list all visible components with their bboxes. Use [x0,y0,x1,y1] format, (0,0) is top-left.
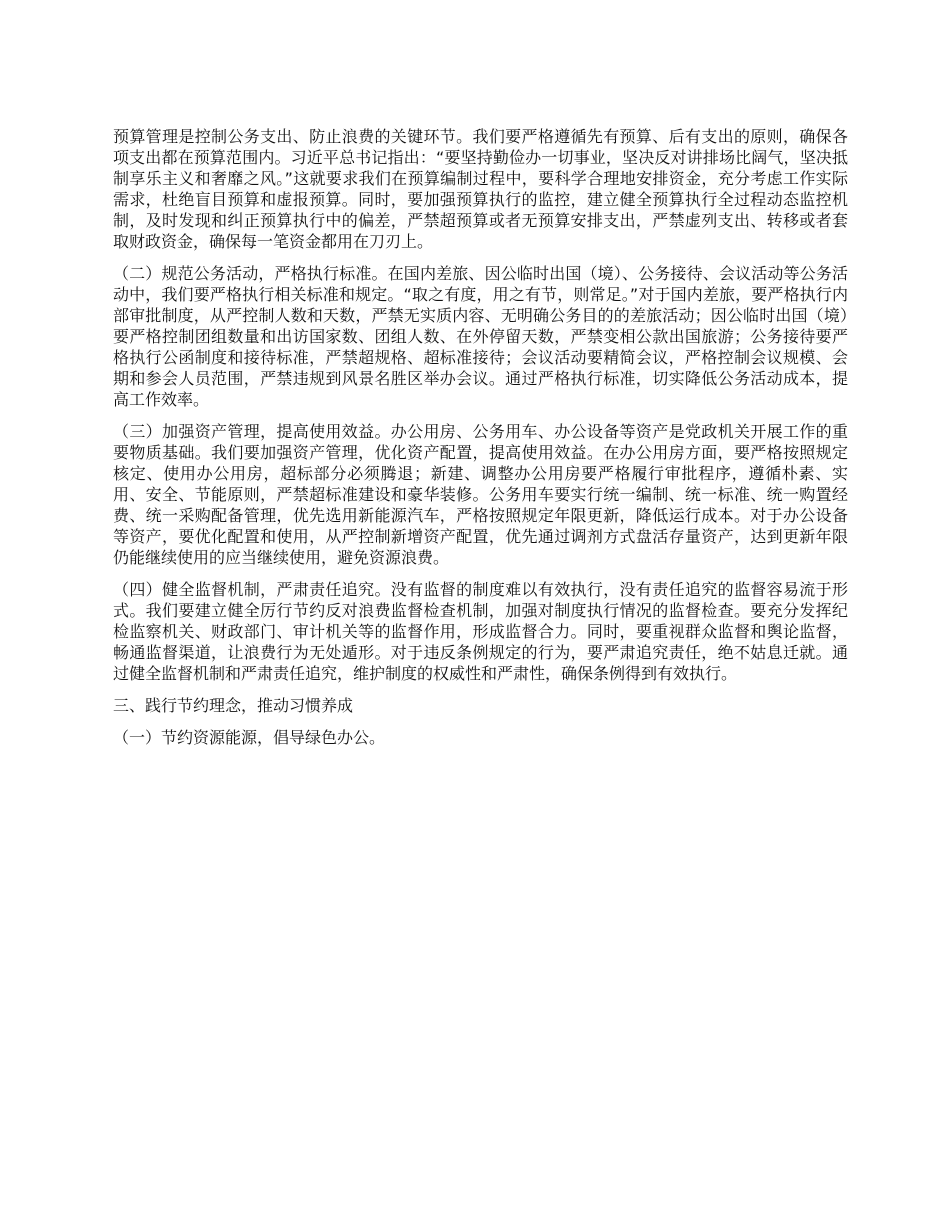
section-heading-three: 三、践行节约理念，推动习惯养成 [113,696,354,715]
paragraph-official-activities: （二）规范公务活动，严格执行标准。在国内差旅、因公临时出国（境）、公务接待、会议活动等公务活动中，我们要严格执行相关标准和规定。“取之有度，用之有节，则常足。”对于国内差旅，要严格执行内部审批制度，从严控制人数和天数，严禁无实质内容、无明确公务目的的差旅活动；因公临时出国（境）要严格控制团组数量和出访国家数、团组人数、在外停留天数，严禁变相公款出国旅游；公务接待要严格执行公函制度和接待标准，严禁超规格、超标准接待；会议活动要精简会议，严格控制会议规模、会期和参会人员范围，严禁违规到风景名胜区举办会议。通过严格执行标准，切实降低公务活动成本，提高工作效率。 [113,264,848,409]
subsection-heading-one: （一）节约资源能源，倡导绿色办公。 [113,728,386,747]
paragraph-supervision: （四）健全监督机制，严肃责任追究。没有监督的制度难以有效执行，没有责任追究的监督容易流于形式。我们要建立健全厉行节约反对浪费监督检查机制，加强对制度执行情况的监督检查。要充分发挥纪检监察机关、财政部门、审计机关等的监督作用，形成监督合力。同时，要重视群众监督和舆论监督，畅通监督渠道，让浪费行为无处遁形。对于违反条例规定的行为，要严肃追究责任，绝不姑息迁就。通过健全监督机制和严肃责任追究，维护制度的权威性和严肃性，确保条例得到有效执行。 [113,580,848,683]
paragraph-budget-management: 预算管理是控制公务支出、防止浪费的关键环节。我们要严格遵循先有预算、后有支出的原则，确保各项支出都在预算范围内。习近平总书记指出：“要坚持勤俭办一切事业，坚决反对讲排场比阔气，坚决抵制享乐主义和奢靡之风。”这就要求我们在预算编制过程中，要科学合理地安排资金，充分考虑工作实际需求，杜绝盲目预算和虚报预算。同时，要加强预算执行的监控，建立健全预算执行全过程动态监控机制，及时发现和纠正预算执行中的偏差，严禁超预算或者无预算安排支出，严禁虚列支出、转移或者套取财政资金，确保每一笔资金都用在刀刃上。 [113,127,848,251]
paragraph-asset-management: （三）加强资产管理，提高使用效益。办公用房、公务用车、办公设备等资产是党政机关开展工作的重要物质基础。我们要加强资产管理，优化资产配置，提高使用效益。在办公用房方面，要严格按照规定核定、使用办公用房，超标部分必须腾退；新建、调整办公用房要严格履行审批程序，遵循朴素、实用、安全、节能原则，严禁超标准建设和豪华装修。公务用车要实行统一编制、统一标准、统一购置经费、统一采购配备管理，优先选用新能源汽车，严格按照规定年限更新，降低运行成本。对于办公设备等资产，要优化配置和使用，从严控制新增资产配置，优先通过调剂方式盘活存量资产，达到更新年限仍能继续使用的应当继续使用，避免资源浪费。 [113,422,848,567]
document-body [113,126,848,759]
